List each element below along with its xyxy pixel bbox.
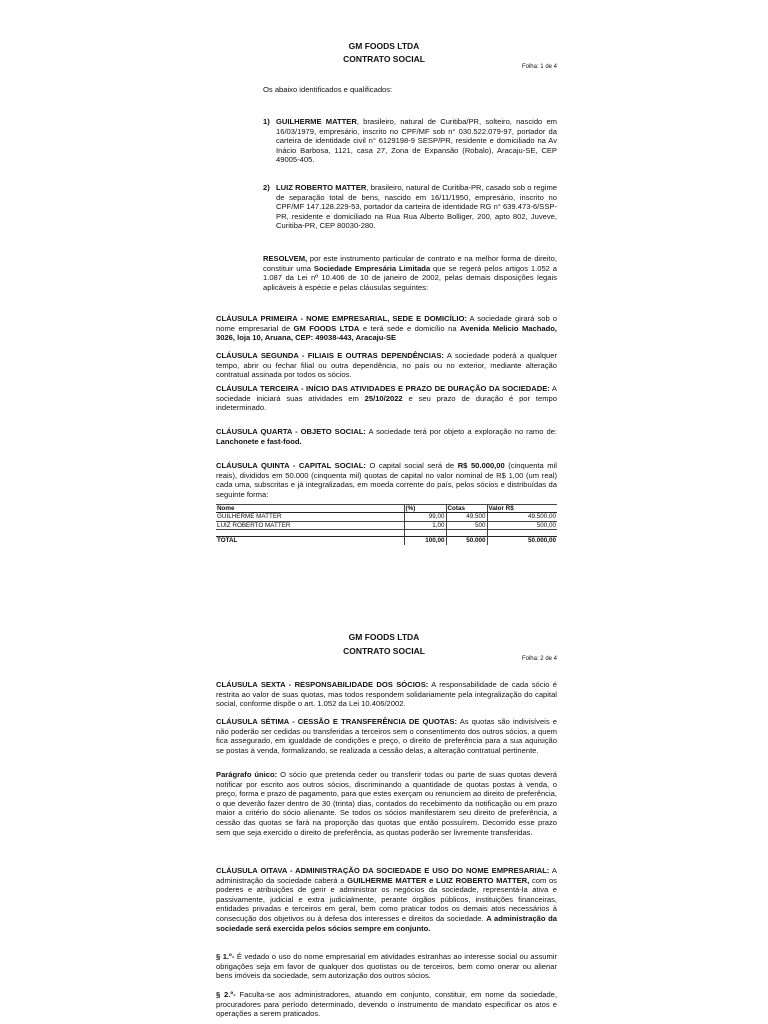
table-row: [216, 521, 557, 529]
clause-1: [216, 314, 557, 343]
clause-5-capital: R$ 50.000,00: [457, 461, 505, 470]
table-row: [216, 513, 557, 521]
section-1-title: § 1.º-: [216, 952, 235, 961]
cell-percent: 1,00: [404, 521, 446, 529]
cell-total-percent: 100,00: [404, 537, 446, 545]
partner-1-name: GUILHERME MATTER: [276, 117, 357, 126]
section-1: [216, 952, 557, 981]
page-number: Folha: 2 de 4: [521, 656, 557, 662]
cell-valor: 500,00: [487, 521, 557, 529]
col-header-cotas: Cotas: [446, 505, 487, 513]
clause-3-start-date: 25/10/2022: [364, 393, 403, 403]
capital-table: [216, 504, 557, 545]
partner-1-qualification: [276, 117, 557, 165]
clause-5-text-2: (cinquenta mil reais), divididos em 50.000 (cinquenta mil) quotas de capital no valor nominal de R$ 1,00 (um real) cada uma, subscritas e já integralizadas, em moeda corrente do país, pelos sócios e distribuídas da seguinte forma:: [216, 461, 557, 499]
clause-5-text-1: O capital social será de: [365, 461, 458, 470]
clause-3-text-2: e seu prazo de duração é por tempo indeterminado.: [216, 393, 557, 413]
cell-name: LUIZ ROBERTO MATTER: [216, 521, 404, 529]
clause-3: [216, 384, 557, 413]
clause-7: [216, 717, 557, 755]
document-title: CONTRATO SOCIAL: [343, 646, 425, 656]
section-2-text: Faculta-se aos administradores, atuando em conjunto, constituir, em nome da sociedade, procuradores para período determinado, devendo o instrumento de mandato especificar os atos e operações a serem praticados.: [216, 990, 558, 1019]
table-empty-row: [216, 530, 557, 537]
clause-4: [216, 427, 557, 446]
clause-8-text-2: com os poderes e atribuições de gerir e administrar os negócios da sociedade, representá-la ativa e passivamente, judicial e extra judicialmente, perante órgãos públicos, instituições financeiras, entidades privadas e terceiros em geral, bem como praticar todos os demais atos necessários à consecução dos objetivos ou à defesa dos interesses e direitos da sociedade.: [216, 875, 557, 923]
cell-valor: 49.500,00: [487, 513, 557, 521]
cell-name: GUILHERME MATTER: [216, 513, 404, 521]
cell-cotas: 500: [446, 521, 487, 529]
clause-6-title: CLÁUSULA SEXTA - RESPONSABILIDADE DOS SÓCIOS:: [216, 680, 429, 689]
partner-2-number: 2): [263, 183, 270, 192]
clause-3-title: CLÁUSULA TERCEIRA - INÍCIO DAS ATIVIDADES E PRAZO DE DURAÇÃO DA SOCIEDADE:: [216, 384, 550, 393]
table-header-row: [216, 505, 557, 513]
clause-2: [216, 351, 557, 380]
resolvem-paragraph: [263, 254, 557, 292]
clause-8-text-1: A administração da sociedade caberá a: [216, 866, 557, 885]
paragraph-title: Parágrafo único:: [216, 770, 278, 779]
partner-1-details: , brasileiro, natural de Curitiba/PR, solteiro, nascido em 16/03/1979, empresário, inscrito no CPF/MF sob n° 030.522.079-97, portador da carteira de identidade civil n° 6129198-9 SESP/PR, residente e domiciliado na Av Inácio Barbosa, 1121, casa 27, Zona de Expansão (Robalo), Aracaju-SE, CEP 49005-405.: [276, 117, 557, 165]
clause-5: [216, 461, 557, 499]
col-header-valor: Valor R$: [487, 505, 557, 513]
col-header-nome: Nome: [216, 505, 404, 513]
partner-2-qualification: [276, 183, 557, 231]
clause-2-title: CLÁUSULA SEGUNDA - FILIAIS E OUTRAS DEPENDÊNCIAS:: [216, 351, 444, 360]
clause-1-address: Avenida Melicio Machado, 3026, loja 10, Aruana, CEP: 49038-443, Aracaju-SE: [216, 323, 557, 343]
cell-percent: 99,00: [404, 513, 446, 521]
clause-8-administrators: GUILHERME MATTER e LUIZ ROBERTO MATTER,: [347, 875, 530, 885]
section-1-text: É vedado o uso do nome empresarial em atividades estranhas ao interesse social ou assumir obrigações seja em favor de qualquer dos quotistas ou de terceiros, bem como onerar ou alienar bens imóveis da sociedade, sem autorização dos outros sócios.: [216, 952, 558, 981]
clause-1-text-2: e terá sede e domicílio na: [359, 323, 461, 333]
partner-1-number: 1): [263, 117, 270, 126]
clause-2-text: A sociedade poderá a qualquer tempo, abrir ou fechar filial ou outra dependência, no país ou no exterior, mediante alteração contratual assinada por todos os sócios.: [216, 351, 557, 380]
clause-6: [216, 680, 557, 709]
partner-2-details: , brasileiro, natural de Curitiba-PR, casado sob o regime de separação total de bens, nascido em 16/11/1950, empresário, inscrito no CPF/MF 147.128.229-53, portador da carteira de identidade RG n° 639.473-6/SSP-PR, residente e domiciliado na Rua Rua Alberto Bolliger, 200, apto 802, Juveve, Curitiba-PR, CEP 80030-280.: [276, 183, 557, 231]
clause-4-title: CLÁUSULA QUARTA - OBJETO SOCIAL:: [216, 427, 366, 436]
partner-2-name: LUIZ ROBERTO MATTER: [276, 183, 367, 192]
clause-1-company: GM FOODS LTDA: [293, 323, 360, 333]
company-name: GM FOODS LTDA: [348, 632, 420, 642]
clause-4-text: A sociedade terá por objeto a exploração no ramo de:: [365, 427, 558, 436]
clause-3-text-1: A sociedade iniciará suas atividades em: [216, 384, 557, 403]
clause-6-text: A responsabilidade de cada sócio é restrita ao valor de suas quotas, mas todos respondem solidariamente pela integralização do capital social, conforme dispõe o art. 1.052 da Lei 10.406/2002.: [216, 680, 558, 709]
resolvem-company-type: Sociedade Empresária Limitada: [313, 263, 431, 273]
paragraph-text: O sócio que pretenda ceder ou transferir todas ou parte de suas quotas deverá notificar por escrito aos outros sócios, discriminando a quantidade de quotas postas à venda, o preço, forma e prazo de pagamento, para que estes exerçam ou renunciem ao direito de preferência, o que deverão fazer dentro de 30 (trinta) dias, contados do recebimento da notificação ou em prazo maior a critério do sócio alienante. Se todos os sócios manifestarem seu direito de preferência, a cessão das quotas se fará na proporção das quotas que então possuírem. Decorrido esse prazo sem que seja exercido o direito de preferência, as quotas poderão ser livremente transferidas.: [216, 770, 557, 837]
resolvem-label: RESOLVEM,: [263, 254, 308, 263]
clause-8: [216, 866, 557, 933]
clause-1-title: CLÁUSULA PRIMEIRA - NOME EMPRESARIAL, SEDE E DOMICÍLIO:: [216, 314, 467, 323]
resolvem-text-2: que se regerá pelos artigos 1.052 a 1.087 da Lei nº 10.406 de 10 de janeiro de 2002, pelas demais disposições legais aplicáveis à espécie e pelas cláusulas seguintes:: [263, 263, 557, 292]
clause-5-title: CLÁUSULA QUINTA - CAPITAL SOCIAL:: [216, 461, 366, 470]
col-header-percent: (%): [404, 505, 446, 513]
cell-cotas: 49.500: [446, 513, 487, 521]
table-total-row: [216, 537, 557, 545]
clause-8-joint-administration: A administração da sociedade será exercida pelos sócios sempre em conjunto.: [216, 913, 557, 933]
clause-7-title: CLÁUSULA SÉTIMA - CESSÃO E TRANSFERÊNCIA DE QUOTAS:: [216, 717, 458, 726]
resolvem-text-1: por este instrumento particular de contrato e na melhor forma de direito, constituir uma: [263, 254, 557, 273]
clause-8-title: CLÁUSULA OITAVA - ADMINISTRAÇÃO DA SOCIEDADE E USO DO NOME EMPRESARIAL:: [216, 866, 550, 875]
clause-4-activity: Lanchonete e fast-food.: [216, 436, 302, 446]
section-2-title: § 2.º-: [216, 990, 236, 999]
cell-total-valor: 50.000,00: [487, 537, 557, 545]
company-name: GM FOODS LTDA: [348, 41, 420, 51]
clause-7-text: As quotas são indivisíveis e não poderão ser cedidas ou transferidas a terceiros sem o consentimento dos outros sócios, a quem fica assegurado, em igualdade de condições e preço, o direito de preferência para a sua aquisição se postas à venda, formalizando, se realizada a cessão delas, a alteração contratual pertinente.: [216, 717, 557, 755]
cell-total-cotas: 50.000: [446, 537, 487, 545]
clause-1-text-1: A sociedade girará sob o nome empresarial de: [216, 314, 557, 333]
cell-total-label: TOTAL: [216, 537, 404, 545]
page-number: Folha: 1 de 4: [521, 64, 557, 70]
contract-page-2: [0, 600, 768, 1024]
intro-text: Os abaixo identificados e qualificados:: [263, 85, 393, 94]
section-2: [216, 990, 557, 1019]
clause-7-paragraph: [216, 770, 557, 837]
document-title: CONTRATO SOCIAL: [343, 54, 425, 64]
